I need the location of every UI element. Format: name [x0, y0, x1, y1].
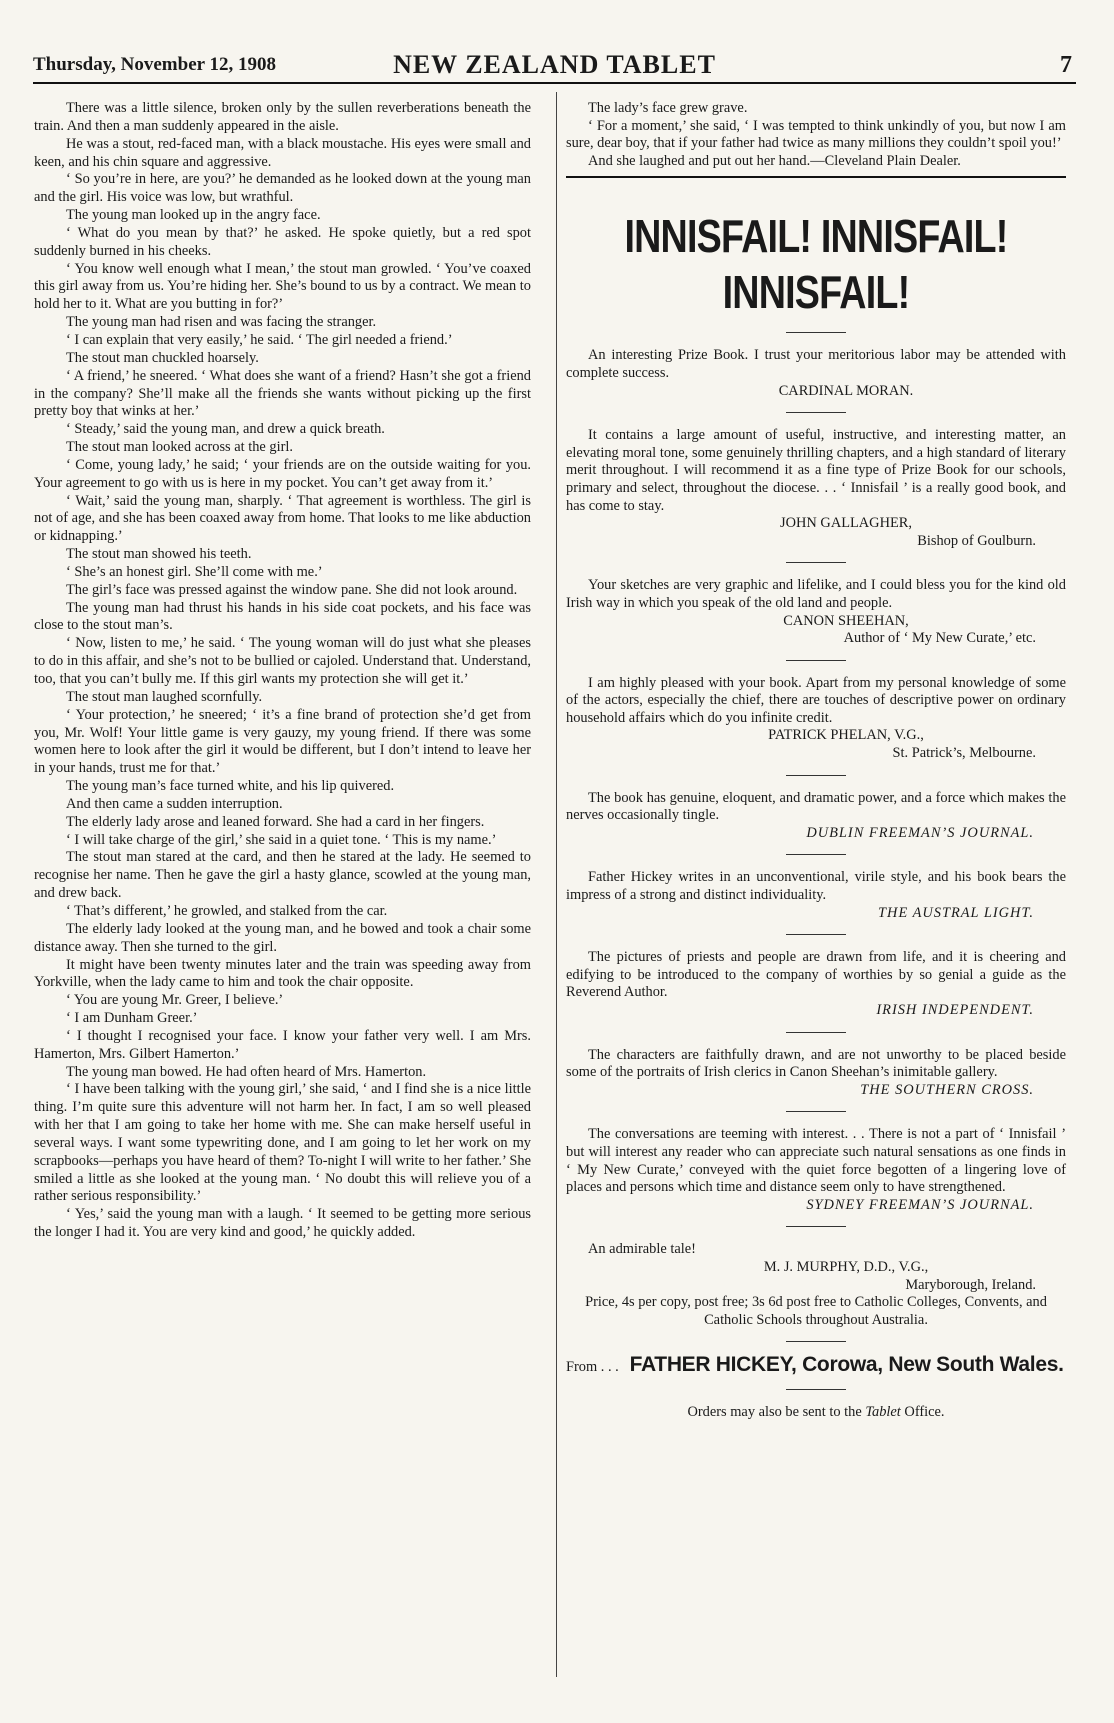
from-line: [566, 1353, 1066, 1377]
story-paragraph: ‘ Wait,’ said the young man, sharply. ‘ That agreement is worthless. The girl is not of age, and she has been coaxed away from home. That looks to me like abduction or kidnapping.’: [34, 492, 531, 545]
testimonial-text: Your sketches are very graphic and lifelike, and I could bless you for the kind old Irish way in which you speak of the old land and people.: [566, 577, 1066, 611]
testimonial-text: The conversations are teeming with interest. . . There is not a part of ‘ Innisfail ’ but will interest any reader who can appreciate such natural sensations as one finds in ‘ My New Curate,’ conveyed with the quiet force begotten of a lingering love of places and persons which time and distance seem only to have strengthened.: [566, 1126, 1066, 1196]
short-rule: [786, 562, 846, 563]
short-rule: [786, 332, 846, 333]
story-paragraph: ‘ I have been talking with the young girl,’ she said, ‘ and I find she is a nice little thing. I’m quite sure this adventure will not harm her. In fact, I am so well pleased with her that I am going to take her home with me. She can make herself useful in several ways. I want some typewriting done, and I am going to let her work on my scrapbooks—perhaps you have heard of them? To-night I will write to her father.’ She smiled a little as she looked at the young man. ‘ No doubt this will relieve you of a rather serious responsibility.’: [34, 1081, 531, 1205]
short-rule: [786, 1111, 846, 1112]
story-paragraph: ‘ She’s an honest girl. She’ll come with me.’: [66, 563, 323, 580]
story-paragraph: And she laughed and put out her hand.—Cleveland Plain Dealer.: [588, 152, 961, 169]
short-rule: [786, 660, 846, 661]
from-label: From . . .: [566, 1359, 619, 1376]
testimonial: [566, 347, 1066, 400]
publisher-name: FATHER HICKEY, Corowa, New South Wales.: [629, 1353, 1064, 1377]
story-paragraph: The stout man looked across at the girl.: [66, 439, 293, 456]
page-header: [33, 52, 1076, 84]
testimonial-signer-title: Bishop of Goulburn.: [917, 532, 1036, 549]
story-paragraph: The young man looked up in the angry face.: [66, 207, 321, 224]
story-paragraph: He was a stout, red-faced man, with a black moustache. His eyes were small and keen, and his chin square and aggressive.: [34, 135, 531, 170]
testimonial-signer: PATRICK PHELAN, V.G.,: [768, 727, 924, 744]
short-rule: [786, 1389, 846, 1390]
short-rule: [786, 1226, 846, 1227]
story-paragraph: ‘ That’s different,’ he growled, and stalked from the car.: [66, 902, 388, 919]
ad-headline-1: INNISFAIL! INNISFAIL!: [624, 210, 1008, 263]
testimonial: [566, 949, 1066, 1019]
testimonial-signer: DUBLIN FREEMAN’S JOURNAL.: [806, 824, 1034, 841]
testimonial-text: The book has genuine, eloquent, and dramatic power, and a force which makes the nerves occasionally tingle.: [566, 789, 1066, 824]
story-paragraph: The elderly lady arose and leaned forward. She had a card in her fingers.: [66, 813, 485, 830]
ad-headline-2: INNISFAIL!: [722, 266, 910, 319]
story-paragraph: And then came a sudden interruption.: [66, 795, 283, 812]
testimonial: [566, 1241, 1066, 1294]
testimonial-signer: THE SOUTHERN CROSS.: [860, 1081, 1034, 1098]
testimonial-signer-title: Maryborough, Ireland.: [905, 1276, 1036, 1293]
short-rule: [786, 1341, 846, 1342]
testimonial-text: I am highly pleased with your book. Apart from my personal knowledge of some of the actors, especially the chief, there are touches of descriptive power on ordinary household affairs which do you infinite credit.: [566, 674, 1066, 726]
story-paragraph: There was a little silence, broken only by the sullen reverberations beneath the train. And then a man suddenly appeared in the aisle.: [34, 100, 531, 134]
story-paragraph: The lady’s face grew grave.: [588, 100, 748, 116]
masthead-title: NEW ZEALAND TABLET: [393, 50, 716, 79]
short-rule: [786, 775, 846, 776]
testimonial: [566, 1126, 1066, 1214]
column-divider: [556, 92, 557, 1677]
price-line: Price, 4s per copy, post free; 3s 6d post free to Catholic Colleges, Convents, and Catholic Schools throughout Australia.: [585, 1294, 1047, 1328]
testimonial-signer-title: St. Patrick’s, Melbourne.: [892, 745, 1036, 762]
story-paragraph: The young man had thrust his hands in his side coat pockets, and his face was close to the stout man’s.: [34, 599, 531, 634]
testimonial-signer: JOHN GALLAGHER,: [780, 515, 912, 532]
story-paragraph: ‘ Your protection,’ he sneered; ‘ it’s a fine brand of protection she’d get from you, Mr. Wolf! Your little game is very gauzy, my young friend. If there was some women here to look after the girl it would be different, but I don’t intend to leave her in your hands, trust me for that.’: [34, 706, 531, 777]
testimonial-signer: CANON SHEEHAN,: [783, 612, 909, 629]
story-paragraph: ‘ So you’re in here, are you?’ he demanded as he looked down at the young man and the girl. His voice was low, but wrathful.: [34, 171, 531, 206]
testimonial-signer: M. J. MURPHY, D.D., V.G.,: [763, 1258, 929, 1275]
story-paragraph: ‘ I will take charge of the girl,’ she said in a quiet tone. ‘ This is my name.’: [66, 831, 497, 848]
testimonial-signer: CARDINAL MORAN.: [778, 382, 914, 399]
orders-office-name: Tablet: [865, 1403, 901, 1420]
story-paragraph: The stout man stared at the card, and then he stared at the lady. He seemed to recognise her name. Then he gave the girl a hasty glance, scowled at the young man, and drew back.: [34, 849, 531, 902]
story-paragraph: ‘ Yes,’ said the young man with a laugh. ‘ It seemed to be getting more serious the longer I had it. You are very kind and good,’ he quickly added.: [34, 1206, 531, 1241]
testimonial: [566, 1047, 1066, 1100]
short-rule: [786, 854, 846, 855]
story-paragraph: The young man had risen and was facing the stranger.: [66, 314, 377, 331]
short-rule: [786, 934, 846, 935]
story-paragraph: ‘ What do you mean by that?’ he asked. He spoke quietly, but a red spot suddenly burned in his cheeks.: [34, 224, 531, 259]
story-paragraph: The young man’s face turned white, and his lip quivered.: [66, 778, 395, 795]
testimonial-text: It contains a large amount of useful, instructive, and interesting matter, an elevating moral tone, some genuinely thrilling chapters, and a high standard of literary merit throughout. I will recommend it as a fine type of Prize Book for our schools, primary and select, throughout the diocese. . . ‘ Innisfail ’ is a really good book, and has come to stay.: [566, 427, 1066, 514]
story-paragraph: ‘ For a moment,’ she said, ‘ I was tempted to think unkindly of you, but now I am sure, dear boy, that if your father had twice as many millions they couldn’t spoil you!’: [566, 117, 1066, 152]
testimonial: [566, 675, 1066, 763]
short-rule: [786, 412, 846, 413]
story-continuation: [566, 100, 1066, 170]
story-paragraph: The stout man laughed scornfully.: [66, 688, 263, 705]
story-paragraph: The young man bowed. He had often heard of Mrs. Hamerton.: [66, 1063, 427, 1080]
story-paragraph: It might have been twenty minutes later and the train was speeding away from Yorkville, when the lady came to him and took the chair opposite.: [34, 956, 531, 991]
testimonial: [566, 790, 1066, 843]
story-paragraph: The stout man showed his teeth.: [66, 546, 252, 563]
orders-suffix: Office.: [904, 1403, 945, 1420]
story-paragraph: The girl’s face was pressed against the window pane. She did not look around.: [66, 581, 518, 598]
story-paragraph: ‘ You know well enough what I mean,’ the stout man growled. ‘ You’ve coaxed this girl away from us. You’re hiding her. She’s bound to us by a contract. We mean to hold her to it. What are you butting in for?’: [34, 260, 531, 313]
testimonial-signer: SYDNEY FREEMAN’S JOURNAL.: [806, 1196, 1034, 1213]
testimonial-text: An admirable tale!: [588, 1241, 696, 1258]
orders-prefix: Orders may also be sent to the: [687, 1403, 862, 1420]
story-paragraph: ‘ I thought I recognised your face. I know your father very well. I am Mrs. Hamerton, Mrs. Gilbert Hamerton.’: [34, 1027, 531, 1062]
testimonial-text: The characters are faithfully drawn, and are not unworthy to be placed beside some of the portraits of Irish clerics in Canon Sheehan’s inimitable gallery.: [566, 1046, 1066, 1081]
testimonial: [566, 869, 1066, 922]
page-number: 7: [1060, 52, 1072, 78]
story-paragraph: The stout man chuckled hoarsely.: [66, 349, 259, 366]
story-paragraph: ‘ I can explain that very easily,’ he said. ‘ The girl needed a friend.’: [66, 331, 453, 348]
story-paragraph: ‘ Steady,’ said the young man, and drew a quick breath.: [66, 421, 385, 438]
issue-date: Thursday, November 12, 1908: [33, 54, 276, 75]
testimonial: [566, 577, 1066, 647]
story-paragraph: ‘ Come, young lady,’ he said; ‘ your friends are on the outside waiting for you. Your agreement to go with us is here in my pocket. You can’t get away from it.’: [34, 456, 531, 491]
story-paragraph: The elderly lady looked at the young man, and he bowed and took a chair some distance away. Then she turned to the girl.: [34, 920, 531, 955]
story-paragraph: ‘ A friend,’ he sneered. ‘ What does she want of a friend? Hasn’t she got a friend in the company? She’ll make all the friends she wants without picking up the first pretty boy that winks at her.’: [34, 367, 531, 420]
orders-note: [566, 1404, 1066, 1422]
story-column: [34, 100, 531, 1242]
testimonial: [566, 427, 1066, 550]
testimonial-text: Father Hickey writes in an unconventional, virile style, and his book bears the impress of a strong and distinct individuality.: [566, 869, 1066, 904]
story-paragraph: ‘ Now, listen to me,’ he said. ‘ The young woman will do just what she pleases to do in this affair, and she’s not to be bullied or cajoled. Understand that. Understand, too, that you can’t bully me. If this girl wants my protection she will get it.’: [34, 635, 531, 687]
testimonial-signer: THE AUSTRAL LIGHT.: [878, 904, 1034, 921]
story-paragraph: ‘ I am Dunham Greer.’: [66, 1010, 198, 1027]
short-rule: [786, 1032, 846, 1033]
right-column: [566, 100, 1066, 1422]
testimonial-text: An interesting Prize Book. I trust your meritorious labor may be attended with complete success.: [566, 347, 1066, 381]
section-rule: [566, 176, 1066, 178]
testimonial-signer: IRISH INDEPENDENT.: [876, 1002, 1034, 1018]
story-paragraph: ‘ You are young Mr. Greer, I believe.’: [66, 992, 284, 1009]
testimonial-text: The pictures of priests and people are drawn from life, and it is cheering and edifying to be introduced to the company of worthies by so genial a guide as the Reverend Author.: [566, 949, 1066, 1001]
testimonials-list: [566, 347, 1066, 1294]
testimonial-signer-title: Author of ‘ My New Curate,’ etc.: [843, 630, 1036, 647]
